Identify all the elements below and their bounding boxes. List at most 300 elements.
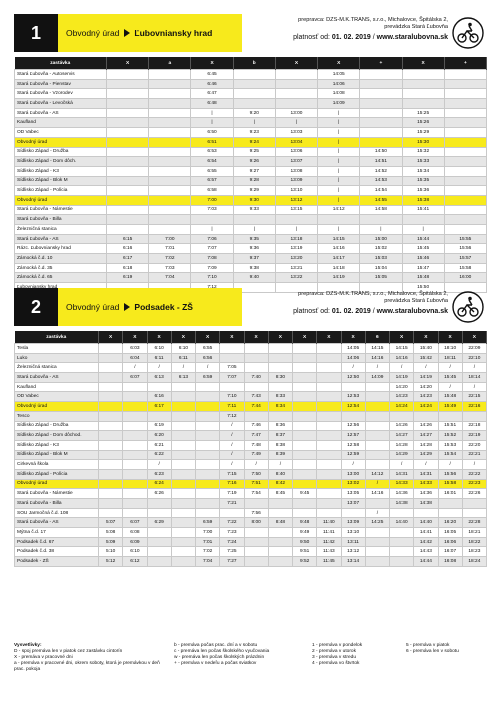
table-row (15, 244, 487, 254)
column-header-trip: X (99, 331, 123, 344)
departure-time: 6:16 (107, 244, 149, 254)
departure-time (444, 118, 486, 128)
table-row (15, 344, 487, 354)
departure-time: 14:27 (390, 431, 414, 441)
table-row (15, 450, 487, 460)
departure-time: 13:21 (275, 263, 317, 273)
departure-time: 15:25 (402, 108, 444, 118)
table-row (15, 411, 487, 421)
departure-time: 14:20 (414, 382, 438, 392)
departure-time (220, 508, 244, 518)
departure-time (149, 99, 191, 109)
departure-time (365, 402, 389, 412)
stop-name: Obvodný úrad (15, 137, 107, 147)
departure-time: 15:03 (360, 254, 402, 264)
column-header-trip: a (149, 57, 191, 70)
route-header (14, 14, 486, 56)
validity: platnosť od: 01. 02. 2019 / www.staralubovna.sk (293, 33, 448, 41)
departure-time (360, 99, 402, 109)
departure-time (293, 373, 317, 383)
departure-time (107, 166, 149, 176)
departure-time: 16:20 (438, 518, 462, 528)
departure-time (360, 89, 402, 99)
departure-time (123, 469, 147, 479)
departure-time: 6:56 (196, 353, 220, 363)
departure-time (341, 508, 365, 518)
departure-time: 22:20 (462, 440, 486, 450)
carrier-info (293, 291, 448, 315)
stop-name: Sídlisko Západ - K3 (15, 166, 107, 176)
departure-time: 16:05 (438, 528, 462, 538)
departure-time: 22:23 (462, 479, 486, 489)
departure-time: 14:36 (390, 489, 414, 499)
stop-name: Kaufland (15, 382, 99, 392)
departure-time: 6:48 (191, 99, 233, 109)
departure-time: | (191, 108, 233, 118)
direction-arrow-icon (124, 29, 130, 37)
departure-time: 9:20 (233, 108, 275, 118)
departure-time (317, 344, 341, 354)
departure-time: 6:58 (191, 186, 233, 196)
departure-time (123, 431, 147, 441)
departure-time (196, 489, 220, 499)
departure-time: 14:08 (318, 89, 360, 99)
departure-time (365, 460, 389, 470)
departure-time: 15:45 (438, 373, 462, 383)
departure-time: / (220, 440, 244, 450)
column-header-trip: X (462, 331, 486, 344)
departure-time: 6:23 (147, 469, 171, 479)
departure-time (365, 421, 389, 431)
departure-time: 14:16 (365, 353, 389, 363)
departure-time (149, 215, 191, 225)
table-row (15, 373, 487, 383)
departure-time (444, 108, 486, 118)
departure-time (293, 363, 317, 373)
departure-time: 15:46 (402, 254, 444, 264)
departure-time: | (402, 225, 444, 235)
departure-time: 15:55 (444, 234, 486, 244)
departure-time (123, 421, 147, 431)
departure-time (293, 392, 317, 402)
departure-time: 14:28 (414, 440, 438, 450)
departure-time: 18:14 (462, 373, 486, 383)
departure-time: 14:09 (365, 373, 389, 383)
departure-time: 14:19 (414, 373, 438, 383)
departure-time: 7:24 (220, 537, 244, 547)
departure-time: 14:31 (390, 469, 414, 479)
departure-time (438, 508, 462, 518)
table-row (15, 137, 487, 147)
departure-time: 7:15 (220, 469, 244, 479)
departure-time (99, 460, 123, 470)
departure-time: 9:25 (233, 147, 275, 157)
departure-time (293, 421, 317, 431)
departure-time: 14:19 (390, 373, 414, 383)
departure-time: 14:24 (390, 402, 414, 412)
departure-time: 13:05 (341, 489, 365, 499)
table-row (15, 108, 487, 118)
departure-time (123, 440, 147, 450)
carrier-line: prepravca: DZS-M.K.TRANS, s.r.o., Michalovce, Špitálska 2, (298, 17, 448, 23)
departure-time (275, 99, 317, 109)
stop-name: Sídlisko Západ - Družba (15, 421, 99, 431)
departure-time (365, 557, 389, 567)
departure-time: 13:07 (341, 499, 365, 509)
departure-time: 15:50 (402, 283, 444, 293)
route-direction (58, 14, 242, 52)
stop-name: Stará Ľubovňa - AS (15, 234, 107, 244)
departure-time (275, 79, 317, 89)
column-header-trip: X (196, 331, 220, 344)
departure-time: 6:54 (191, 157, 233, 167)
table-row (15, 263, 487, 273)
departure-time: 13:14 (341, 557, 365, 567)
departure-time (402, 89, 444, 99)
departure-time (220, 353, 244, 363)
departure-time: 6:46 (191, 79, 233, 89)
validity: platnosť od: 01. 02. 2019 / www.staralubovna.sk (293, 307, 448, 315)
departure-time (196, 431, 220, 441)
departure-time: 6:10 (123, 547, 147, 557)
departure-time: 9:23 (233, 128, 275, 138)
table-row (15, 254, 487, 264)
departure-time: 22:15 (462, 392, 486, 402)
departure-time (123, 402, 147, 412)
column-header-trip: X (402, 57, 444, 70)
table-row (15, 234, 487, 244)
departure-time (196, 402, 220, 412)
departure-time (444, 205, 486, 215)
table-row (15, 489, 487, 499)
departure-time: 12:54 (341, 402, 365, 412)
departure-time: 14:16 (365, 489, 389, 499)
departure-time (444, 128, 486, 138)
departure-time (268, 344, 292, 354)
stop-name: SOU Jarmočná č.d. 108 (15, 508, 99, 518)
departure-time (360, 70, 402, 80)
column-header-trip: X (171, 331, 195, 344)
departure-time (233, 215, 275, 225)
departure-time (149, 118, 191, 128)
departure-time: 8:40 (268, 469, 292, 479)
departure-time: 8:37 (268, 431, 292, 441)
table-row (15, 157, 487, 167)
departure-time: 7:02 (196, 547, 220, 557)
departure-time: 9:26 (233, 157, 275, 167)
table-row (15, 528, 487, 538)
departure-time: 8:33 (268, 392, 292, 402)
departure-time (233, 89, 275, 99)
departure-time: 9:40 (233, 273, 275, 283)
stop-name: Zámocká č.d. 35 (15, 263, 107, 273)
departure-time: 12:53 (341, 392, 365, 402)
table-row (15, 363, 487, 373)
departure-time: / (171, 363, 195, 373)
departure-time: 7:03 (149, 263, 191, 273)
stop-name: Kaufland (15, 118, 107, 128)
website-link[interactable]: www.staralubovna.sk (376, 307, 448, 315)
departure-time (220, 344, 244, 354)
departure-time: / (244, 460, 268, 470)
departure-time (123, 450, 147, 460)
departure-time: 13:04 (275, 137, 317, 147)
departure-time: 8:00 (244, 518, 268, 528)
departure-time: 8:42 (268, 479, 292, 489)
departure-time: 9:48 (293, 518, 317, 528)
route-2-section (14, 288, 486, 564)
departure-time: 15:30 (402, 137, 444, 147)
table-row (15, 547, 487, 557)
departure-time (444, 89, 486, 99)
notes-column (14, 643, 164, 673)
departure-time: | (318, 225, 360, 235)
departure-time (390, 557, 414, 567)
departure-time (268, 537, 292, 547)
departure-time: 15:33 (402, 157, 444, 167)
departure-time: 7:02 (149, 254, 191, 264)
departure-time (107, 215, 149, 225)
departure-time: 18:21 (462, 528, 486, 538)
departure-time: | (275, 225, 317, 235)
departure-time: 13:09 (341, 518, 365, 528)
departure-time: 18:10 (438, 344, 462, 354)
departure-time (99, 344, 123, 354)
departure-time: 7:48 (244, 440, 268, 450)
departure-time: 6:08 (123, 528, 147, 538)
departure-time: 15:40 (414, 344, 438, 354)
stop-name: Stará Ľubovňa - Billa (15, 499, 99, 509)
departure-time (149, 225, 191, 235)
departure-time: 14:33 (390, 479, 414, 489)
departure-time: / (462, 363, 486, 373)
departure-time: 7:21 (220, 499, 244, 509)
departure-time (149, 137, 191, 147)
departure-time: | (318, 157, 360, 167)
departure-time: 7:00 (196, 528, 220, 538)
departure-time (147, 537, 171, 547)
departure-time: 14:31 (414, 469, 438, 479)
departure-time: 12:58 (341, 440, 365, 450)
departure-time: 11:43 (317, 547, 341, 557)
departure-time (171, 528, 195, 538)
departure-time (99, 373, 123, 383)
route-destination: Ľubovniansky hrad (134, 28, 213, 38)
departure-time (318, 215, 360, 225)
departure-time: / (220, 421, 244, 431)
departure-time (317, 392, 341, 402)
departure-time: 16:07 (438, 547, 462, 557)
departure-time (293, 411, 317, 421)
column-header-trip: + (444, 57, 486, 70)
departure-time: 16:08 (438, 557, 462, 567)
departure-time: 15:35 (402, 176, 444, 186)
departure-time (171, 460, 195, 470)
departure-time: 6:03 (123, 344, 147, 354)
departure-time: 6:47 (191, 89, 233, 99)
departure-time: 13:06 (275, 147, 317, 157)
validity-label: platnosť od: (293, 307, 330, 315)
departure-time: 14:54 (360, 186, 402, 196)
departure-time (293, 402, 317, 412)
departure-time: 13:11 (341, 537, 365, 547)
column-header-trip: X (107, 57, 149, 70)
departure-time (107, 176, 149, 186)
departure-time (171, 402, 195, 412)
departure-time (444, 157, 486, 167)
departure-time: 14:58 (360, 205, 402, 215)
departure-time: 15:04 (360, 263, 402, 273)
departure-time: 7:10 (220, 392, 244, 402)
departure-time: 7:05 (220, 363, 244, 373)
departure-time: 15:58 (444, 263, 486, 273)
departure-time: 14:05 (318, 70, 360, 80)
departure-time: 9:33 (233, 205, 275, 215)
departure-time: 9:28 (233, 176, 275, 186)
departure-time (220, 382, 244, 392)
column-header-trip: X (438, 331, 462, 344)
departure-time: 7:44 (244, 402, 268, 412)
departure-time (462, 499, 486, 509)
departure-time: 14:29 (414, 450, 438, 460)
departure-time (171, 392, 195, 402)
departure-time (244, 547, 268, 557)
website-link[interactable]: www.staralubovna.sk (376, 33, 448, 41)
route-origin: Obvodný úrad (66, 28, 120, 38)
table-row (15, 166, 487, 176)
stop-name: Sídlisko Západ - Dom dôch. (15, 157, 107, 167)
departure-time (233, 99, 275, 109)
departure-time: | (318, 118, 360, 128)
departure-time (99, 489, 123, 499)
departure-time (244, 344, 268, 354)
departure-time: 8:36 (268, 421, 292, 431)
departure-time: 7:04 (196, 557, 220, 567)
departure-time: 7:54 (244, 489, 268, 499)
departure-time (365, 499, 389, 509)
departure-time (171, 440, 195, 450)
departure-time: 13:09 (275, 176, 317, 186)
departure-time: 7:40 (244, 373, 268, 383)
note-line: w - premáva len počas školských prázdnin (174, 655, 265, 660)
departure-time: 22:18 (462, 421, 486, 431)
departure-time: 9:49 (293, 528, 317, 538)
table-row (15, 402, 487, 412)
table-row (15, 392, 487, 402)
table-row (15, 89, 487, 99)
column-header-trip: X (341, 331, 365, 344)
departure-time: 14:25 (365, 518, 389, 528)
departure-time (462, 508, 486, 518)
departure-time (244, 411, 268, 421)
departure-time: 13:15 (275, 205, 317, 215)
departure-time (147, 499, 171, 509)
timetable (14, 57, 487, 293)
departure-time: 15:51 (438, 421, 462, 431)
departure-time (123, 460, 147, 470)
table-row (15, 508, 487, 518)
departure-time: / (196, 363, 220, 373)
departure-time: 13:00 (275, 108, 317, 118)
departure-time (444, 166, 486, 176)
departure-time: 14:42 (414, 537, 438, 547)
departure-time: 6:10 (171, 344, 195, 354)
table-row (15, 176, 487, 186)
departure-time: 15:02 (360, 244, 402, 254)
departure-time (244, 499, 268, 509)
departure-time (244, 557, 268, 567)
departure-time (444, 176, 486, 186)
departure-time (147, 508, 171, 518)
departure-time: 13:07 (275, 157, 317, 167)
departure-time: 15:48 (402, 273, 444, 283)
departure-time (149, 176, 191, 186)
stop-name: Podsadek - ZŠ (15, 557, 99, 567)
departure-time (123, 479, 147, 489)
validity-date: 01. 02. 2019 (331, 33, 371, 41)
carrier-line: prevádzka Stará Ľubovňa (384, 24, 448, 31)
departure-time: 6:10 (147, 344, 171, 354)
departure-time: 9:51 (293, 547, 317, 557)
departure-time (171, 537, 195, 547)
stop-name: Podsadek č.d. 38 (15, 547, 99, 557)
departure-time (317, 450, 341, 460)
departure-time: / (365, 508, 389, 518)
departure-time (196, 479, 220, 489)
departure-time (107, 186, 149, 196)
carrier-info (293, 17, 448, 41)
departure-time (171, 411, 195, 421)
table-row (15, 431, 487, 441)
departure-time (149, 147, 191, 157)
departure-time: 14:50 (360, 147, 402, 157)
departure-time: / (462, 382, 486, 392)
note-line: 1 - premáva v pondelok (312, 643, 363, 648)
departure-time (444, 79, 486, 89)
departure-time: 15:45 (402, 244, 444, 254)
departure-time (171, 508, 195, 518)
table-row (15, 440, 487, 450)
departure-time (414, 508, 438, 518)
departure-time: 8:45 (268, 489, 292, 499)
table-row (15, 195, 487, 205)
departure-time: 13:19 (275, 244, 317, 254)
table-row (15, 469, 487, 479)
departure-time: | (191, 118, 233, 128)
stop-name: Obvodný úrad (15, 402, 99, 412)
departure-time: 7:01 (149, 244, 191, 254)
departure-time (196, 450, 220, 460)
departure-time (365, 382, 389, 392)
departure-time: 6:55 (196, 344, 220, 354)
departure-time: 7:10 (191, 273, 233, 283)
departure-time: 13:18 (275, 234, 317, 244)
stop-name: Sídlisko Západ - K3 (15, 440, 99, 450)
departure-time (147, 547, 171, 557)
departure-time: 14:41 (414, 528, 438, 538)
stop-name: Stará Ľubovňa - Levočská (15, 99, 107, 109)
departure-time: / (438, 363, 462, 373)
departure-time (293, 344, 317, 354)
cyclist-badge-icon (452, 17, 484, 49)
departure-time (107, 137, 149, 147)
departure-time: 6:29 (147, 518, 171, 528)
departure-time: 6:17 (107, 254, 149, 264)
departure-time: 7:11 (220, 402, 244, 412)
departure-time: 14:26 (414, 421, 438, 431)
departure-time: 6:09 (123, 537, 147, 547)
carrier-line: prevádzka Stará Ľubovňa (384, 298, 448, 305)
